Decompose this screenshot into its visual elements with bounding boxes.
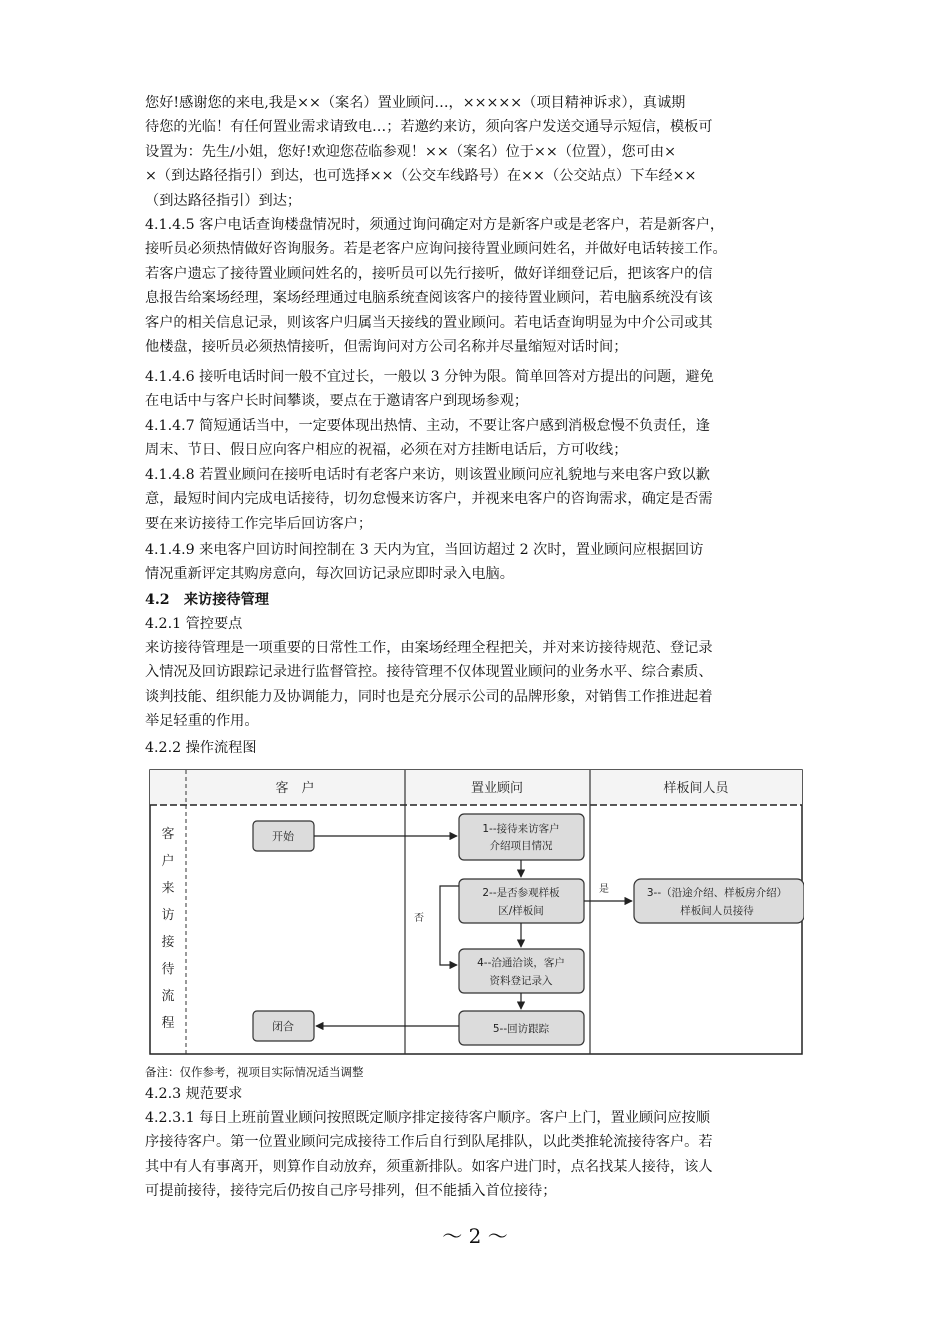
yes-label: 是 [599,884,609,895]
text-line: 可提前接待，接待完后仍按自己序号排列，但不能插入首位接待； [145,1183,557,1200]
paragraph-4-2-3-1 [145,1106,807,1204]
text-line: 来访接待管理是一项重要的日常性工作，由案场经理全程把关，并对来访接待规范、登记录 [145,640,713,656]
text-line: 其中有人有事离开，则算作自动放弃，须重新排队。如客户进门时，点名找某人接待，该人 [145,1158,713,1175]
text-line: 您好!感谢您的来电,我是××（案名）置业顾问…，×××××（项目精神诉求），真诚期 [145,95,686,111]
text-line: 周末、节日、假日应向客户相应的祝福，必须在对方挂断电话后，方可收线； [145,442,628,459]
reception-flowchart [149,769,804,1057]
subsection-heading-4-2-3: 4.2.3 规范要求 [145,1086,243,1102]
node-3-line-2: 样板间人员接待 [680,905,754,917]
row-label-char: 接 [161,935,175,950]
text-line: 客户的相关信息记录，则该客户归属当天接线的置业顾问。若电话查询明显为中介公司或其 [145,314,713,331]
paragraph-4-1-4-5 [145,213,807,359]
flowchart-note: 备注：仅作参考，视项目实际情况适当调整 [145,1065,364,1079]
node-3-line-1: 3--（沿途介绍、样板房介绍） [646,887,788,899]
no-label: 否 [414,913,424,924]
node-4-line-1: 4--洽通洽谈，客户 [477,957,565,969]
lane-header-showroom-staff: 样板间人员 [663,781,729,796]
row-label-char: 来 [161,881,175,896]
paragraph-4-1-4-7 [145,414,807,463]
subsection-heading-4-2-1: 4.2.1 管控要点 [145,616,243,632]
text-line: ×（到达路径指引）到达，也可选择××（公交车线路号）在××（公交站点）下车经×× [145,168,697,185]
node-1 [459,814,584,860]
text-line: 待您的光临！有任何置业需求请致电…；若邀约来访，须向客户发送交通导示短信，模板可 [145,119,713,136]
node-2-line-2: 区/样板间 [498,905,544,917]
text-line: 他楼盘，接听员必须热情接听，但需询问对方公司名称并尽量缩短对话时间； [145,338,628,355]
lane-header-consultant: 置业顾问 [470,781,524,796]
intro-paragraph [145,91,807,213]
paragraph-4-1-4-8 [145,463,807,536]
text-line: （到达路径指引）到达； [145,192,302,209]
text-line: 4.2.3.1 每日上班前置业顾问按照既定顺序排定接待客户顺序。客户上门，置业顾问应按顺 [145,1110,710,1126]
row-label-char: 流 [161,989,175,1004]
paragraph-4-1-4-9 [145,538,807,587]
text-line: 若客户遗忘了接待置业顾问姓名的，接听员可以先行接听，做好详细登记后，把该客户的信 [145,265,713,282]
text-line: 设置为：先生/小姐，您好!欢迎您莅临参观！××（案名）位于××（位置），您可由× [145,143,677,160]
section-heading-4-2: 4.2 来访接待管理 [145,592,269,608]
node-1-line-1: 1--接待来访客户 [482,823,560,835]
paragraph-4-2-1 [145,636,807,734]
text-line: 4.1.4.5 客户电话查询楼盘情况时，须通过询问确定对方是新客户或是老客户，若是新客户， [145,217,725,233]
text-line: 序接待客户。第一位置业顾问完成接待工作后自行到队尾排队，以此类推轮流接待客户。若 [145,1134,713,1151]
row-label-char: 程 [161,1016,175,1031]
node-5-label: 5--回访跟踪 [492,1023,550,1035]
text-line: 息报告给案场经理，案场经理通过电脑系统查阅该客户的接待置业顾问，若电脑系统没有该 [145,290,713,307]
text-line: 接听员必须热情做好咨询服务。若是老客户应询问接待置业顾问姓名，并做好电话转接工作。 [145,241,727,258]
text-line: 要在来访接待工作完毕后回访客户； [145,515,373,532]
start-node-label: 开始 [272,830,294,843]
row-label-char: 户 [161,854,175,869]
text-line: 4.1.4.7 简短通话当中，一定要体现出热情、主动，不要让客户感到消极怠慢不负责任，逢 [145,418,710,434]
page-number: ～ 2 ～ [442,1224,508,1248]
text-line: 4.1.4.9 来电客户回访时间控制在 3 天内为宜，当回访超过 2 次时，置业顾问应根据回访 [145,542,704,558]
text-line: 入情况及回访跟踪记录进行监督管控。接待管理不仅体现置业顾问的业务水平、综合素质、 [145,664,713,681]
row-label-char: 访 [161,908,175,923]
text-line: 4.1.4.8 若置业顾问在接听电话时有老客户来访，则该置业顾问应礼貌地与来电客户致以歉 [145,467,710,483]
text-line: 4.1.4.6 接听电话时间一般不宜过长，一般以 3 分钟为限。简单回答对方提出的问题，避免 [145,369,714,385]
text-line: 谈判技能、组织能力及协调能力，同时也是充分展示公司的品牌形象，对销售工作推进起着 [145,688,713,705]
text-line: 在电话中与客户长时间攀谈，要点在于邀请客户到现场参观； [145,393,529,410]
node-1-line-2: 介绍项目情况 [489,840,553,852]
lane-header-customer: 客 户 [275,781,315,796]
text-line: 举足轻重的作用。 [145,713,259,730]
paragraph-4-1-4-6 [145,365,807,414]
row-label-char: 待 [161,962,175,977]
end-node-label: 闭合 [272,1020,294,1033]
subsection-heading-4-2-2: 4.2.2 操作流程图 [145,740,257,756]
node-2-line-1: 2--是否参观样板 [482,887,560,899]
row-label-char: 客 [161,827,175,842]
text-line: 情况重新评定其购房意向，每次回访记录应即时录入电脑。 [145,566,514,583]
text-line: 意，最短时间内完成电话接待，切勿怠慢来访客户，并视来电客户的咨询需求，确定是否需 [145,491,713,508]
node-4-line-2: 资料登记录入 [489,975,553,987]
